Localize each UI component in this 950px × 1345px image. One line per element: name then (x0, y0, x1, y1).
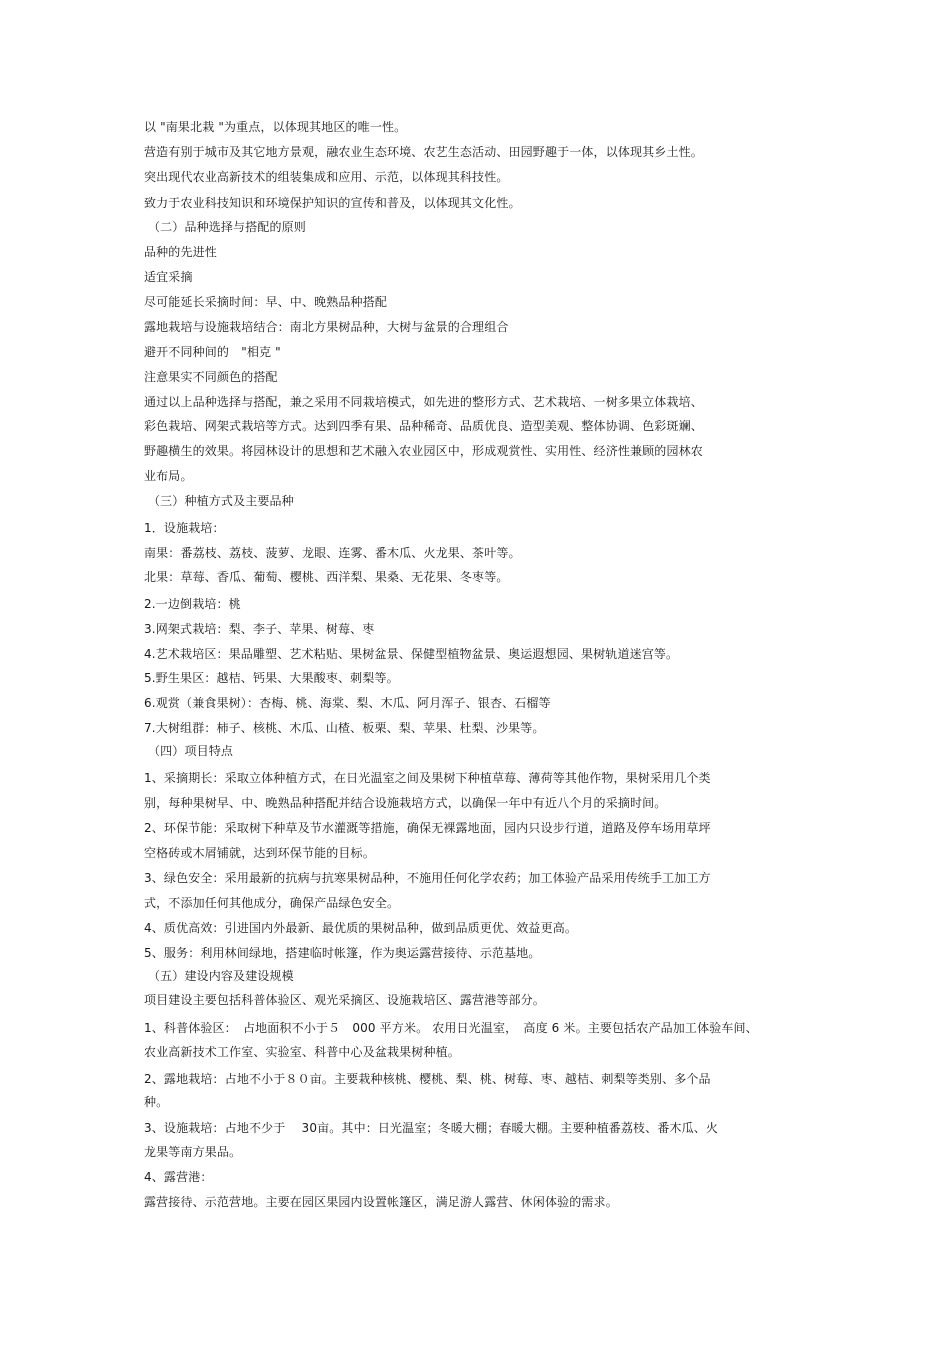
text-line: 露营接待、示范营地。主要在园区果园内设置帐篷区，满足游人露营、休闲体验的需求。 (144, 1195, 618, 1209)
text-line: 2、露地栽培：占地不小于８０亩。主要栽种核桃、樱桃、梨、桃、树莓、枣、越桔、刺梨等类别、多个品 (144, 1072, 711, 1086)
text-line: 别，每种果树早、中、晚熟品种搭配并结合设施栽培方式，以确保一年中有近八个月的采摘时间。 (144, 796, 667, 810)
text-line: 业布局。 (144, 469, 193, 483)
text-line: 7.大树组群：柿子、核桃、木瓜、山楂、板栗、梨、苹果、杜梨、沙果等。 (144, 721, 545, 735)
text-line: 1．设施栽培： (144, 521, 225, 535)
text-line: 5.野生果区：越桔、钙果、大果酸枣、刺梨等。 (144, 671, 399, 685)
text-line: 野趣横生的效果。将园林设计的思想和艺术融入农业园区中，形成观赏性、实用性、经济性兼顾的园林农 (144, 444, 703, 458)
text-line: 2、环保节能：采取树下种草及节水灌溉等措施，确保无裸露地面，园内只设步行道，道路及停车场用草坪 (144, 821, 711, 835)
text-line: 北果：草莓、香瓜、葡萄、樱桃、西洋梨、果桑、无花果、冬枣等。 (144, 570, 509, 584)
text-line: 3、设施栽培：占地不少于 30亩。其中：日光温室；冬暖大棚；春暖大棚。主要种植番荔枝、番木瓜、火 (144, 1121, 719, 1135)
text-line: 项目建设主要包括科普体验区、观光采摘区、设施栽培区、露营港等部分。 (144, 993, 545, 1007)
section-heading: （五）建设内容及建设规模 (148, 969, 294, 983)
text-line: 空格砖或木屑铺就，达到环保节能的目标。 (144, 846, 375, 860)
text-line: 品种的先进性 (144, 245, 217, 259)
text-line: 营造有别于城市及其它地方景观，融农业生态环境、农艺生态活动、田园野趣于一体，以体现其乡土性。 (144, 145, 703, 159)
text-line: 适宜采摘 (144, 270, 193, 284)
text-line: 6.观赏（兼食果树）：杏梅、桃、海棠、梨、木瓜、阿月浑子、银杏、石榴等 (144, 696, 551, 710)
section-heading: （四）项目特点 (148, 744, 234, 758)
text-line: 露地栽培与设施栽培结合：南北方果树品种，大树与盆景的合理组合 (144, 320, 509, 334)
text-line: 致力于农业科技知识和环境保护知识的宣传和普及，以体现其文化性。 (144, 196, 521, 210)
text-line: 尽可能延长采摘时间：早、中、晚熟品种搭配 (144, 295, 388, 309)
text-line: 3.网架式栽培：梨、李子、苹果、树莓、枣 (144, 622, 375, 636)
text-line: 1、科普体验区： 占地面积不小于５ 000 平方米。 农用日光温室， 高度 6 米。主要包括农产品加工体验车间、 (144, 1021, 758, 1035)
text-line: 以 "南果北栽 "为重点，以体现其地区的唯一性。 (144, 120, 407, 134)
text-line: 彩色栽培、网架式栽培等方式。达到四季有果、品种稀奇、品质优良、造型美观、整体协调、色彩斑斓、 (144, 419, 703, 433)
text-line: 突出现代农业高新技术的组装集成和应用、示范，以体现其科技性。 (144, 170, 509, 184)
text-line: 式，不添加任何其他成分，确保产品绿色安全。 (144, 896, 400, 910)
text-line: 种。 (144, 1095, 169, 1109)
section-heading: （二）品种选择与搭配的原则 (148, 220, 306, 234)
text-line: 南果：番荔枝、荔枝、菠萝、龙眼、连雾、番木瓜、火龙果、茶叶等。 (144, 546, 521, 560)
text-line: 1、采摘期长：采取立体种植方式，在日光温室之间及果树下种植草莓、薄荷等其他作物，果树采用几个类 (144, 771, 711, 785)
text-line: 3、绿色安全：采用最新的抗病与抗寒果树品种，不施用任何化学农药；加工体验产品采用传统手工加工方 (144, 871, 711, 885)
text-line: 注意果实不同颜色的搭配 (144, 370, 278, 384)
text-line: 通过以上品种选择与搭配，兼之采用不同栽培模式，如先进的整形方式、艺术栽培、一树多果立体栽培、 (144, 395, 703, 409)
text-line: 2.一边倒栽培：桃 (144, 597, 241, 611)
text-line: 4、质优高效：引进国内外最新、最优质的果树品种，做到品质更优、效益更高。 (144, 921, 578, 935)
text-line: 4、露营港： (144, 1170, 213, 1184)
text-line: 避开不同种间的 "相克 " (144, 345, 281, 359)
text-line: 龙果等南方果品。 (144, 1145, 242, 1159)
section-heading: （三）种植方式及主要品种 (148, 494, 294, 508)
text-line: 5、服务：利用林间绿地，搭建临时帐篷，作为奥运露营接待、示范基地。 (144, 946, 541, 960)
text-line: 农业高新技术工作室、实验室、科普中心及盆栽果树种植。 (144, 1045, 460, 1059)
text-line: 4.艺术栽培区：果品雕塑、艺术粘贴、果树盆景、保健型植物盆景、奥运遐想园、果树轨道迷宫等。 (144, 647, 679, 661)
